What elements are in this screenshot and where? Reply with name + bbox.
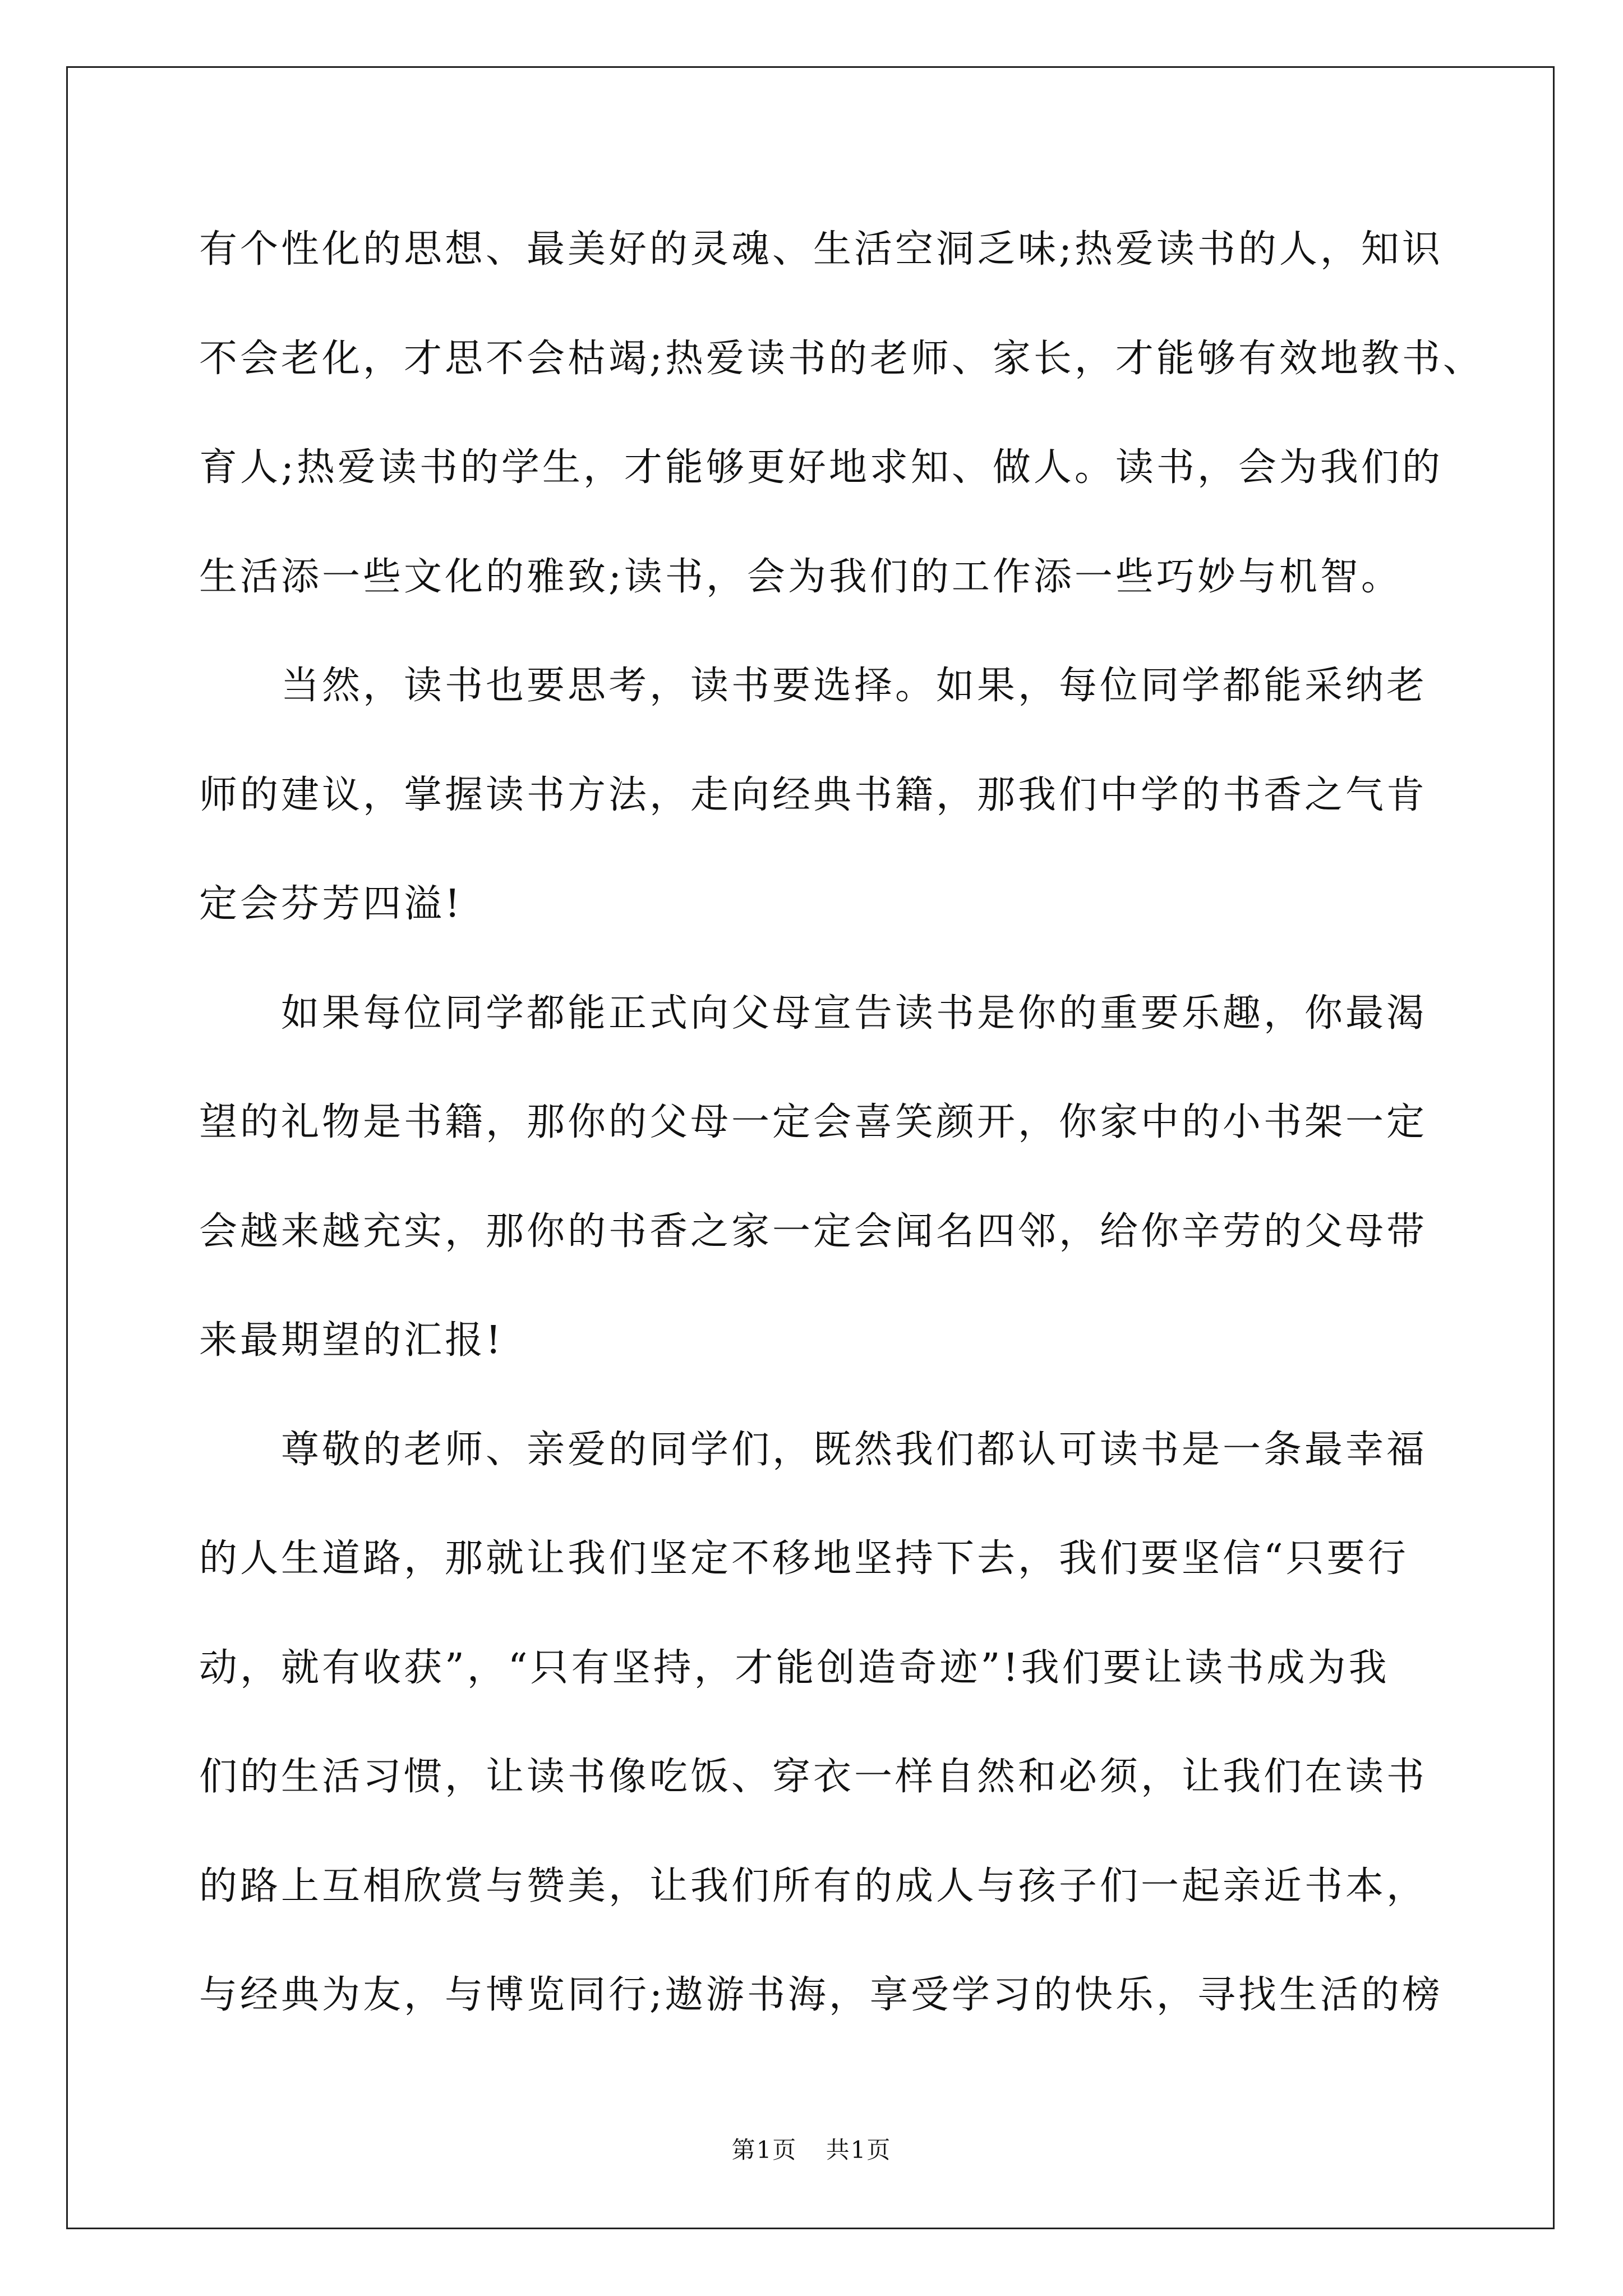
text-line: 们的生活习惯，让读书像吃饭、穿衣一样自然和必须，让我们在读书 bbox=[199, 1755, 1428, 1799]
text-line: 定会芬芳四溢! bbox=[199, 882, 463, 926]
text-line: 不会老化，才思不会枯竭;热爱读书的老师、家长，才能够有效地教书、 bbox=[199, 336, 1484, 381]
text-line: 生活添一些文化的雅致;读书，会为我们的工作添一些巧妙与机智。 bbox=[199, 554, 1402, 599]
text-line: 当然，读书也要思考，读书要选择。如果，每位同学都能采纳老 bbox=[281, 664, 1428, 708]
text-line: 来最期望的汇报! bbox=[199, 1318, 504, 1363]
text-line: 师的建议，掌握读书方法，走向经典书籍，那我们中学的书香之气肯 bbox=[199, 772, 1428, 817]
text-line: 的人生道路，那就让我们坚定不移地坚持下去，我们要坚信“只要行 bbox=[199, 1536, 1409, 1581]
current-page-number: 第1页 bbox=[731, 2136, 797, 2164]
page-footer bbox=[0, 2132, 1623, 2165]
document-body bbox=[199, 216, 1483, 2071]
total-page-count: 共1页 bbox=[826, 2136, 892, 2164]
text-line: 育人;热爱读书的学生，才能够更好地求知、做人。读书，会为我们的 bbox=[199, 445, 1443, 490]
text-line: 的路上互相欣赏与赞美，让我们所有的成人与孩子们一起亲近书本， bbox=[199, 1864, 1428, 1908]
text-line: 有个性化的思想、最美好的灵魂、生活空洞乏味;热爱读书的人，知识 bbox=[199, 227, 1443, 272]
text-line: 与经典为友，与博览同行;遨游书海，享受学习的快乐，寻找生活的榜 bbox=[199, 1973, 1443, 2017]
text-line: 会越来越充实，那你的书香之家一定会闻名四邻，给你辛劳的父母带 bbox=[199, 1209, 1428, 1254]
text-line: 望的礼物是书籍，那你的父母一定会喜笑颜开，你家中的小书架一定 bbox=[199, 1100, 1428, 1144]
text-line: 尊敬的老师、亲爱的同学们，既然我们都认可读书是一条最幸福 bbox=[281, 1427, 1428, 1472]
text-line: 如果每位同学都能正式向父母宣告读书是你的重要乐趣，你最渴 bbox=[281, 991, 1428, 1036]
text-line: 动，就有收获”，“只有坚持，才能创造奇迹”!我们要让读书成为我 bbox=[199, 1645, 1390, 1690]
